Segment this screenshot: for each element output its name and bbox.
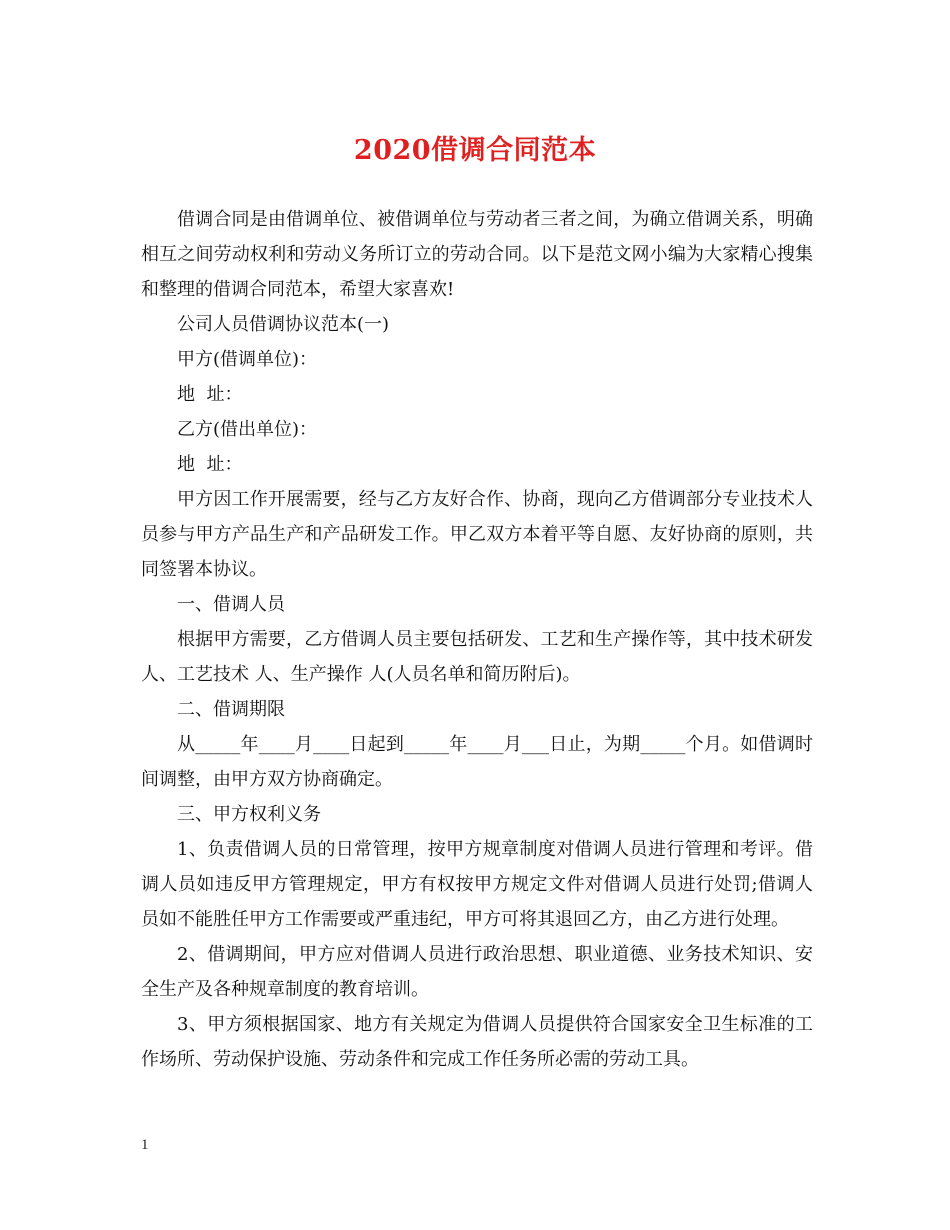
intro-paragraph: 借调合同是由借调单位、被借调单位与劳动者三者之间，为确立借调关系，明确相互之间劳动权利和劳动义务所订立的劳动合同。以下是范文网小编为大家精心搜集和整理的借调合同范本，希望大家喜欢! xyxy=(141,209,813,300)
rights-clause-1: 1、负责借调人员的日常管理，按甲方规章制度对借调人员进行管理和考评。借调人员如违反甲方管理规定，甲方有权按甲方规定文件对借调人员进行处罚;借调人员如不能胜任甲方工作需要或严重违纪，甲方可将其退回乙方，由乙方进行处理。 xyxy=(141,839,813,930)
rights-clause-2: 2、借调期间，甲方应对借调人员进行政治思想、职业道德、业务技术知识、安全生产及各种规章制度的教育培训。 xyxy=(141,944,813,1000)
term-paragraph: 从_____年____月____日起到_____年____月___日止，为期_____个月。如借调时间调整，由甲方双方协商确定。 xyxy=(141,734,813,790)
section-heading-term: 二、借调期限 xyxy=(177,699,285,720)
party-b-address-line: 地 址： xyxy=(177,454,243,475)
party-a-line: 甲方(借调单位)： xyxy=(177,349,318,370)
party-a-address-line: 地 址： xyxy=(177,384,243,405)
document-body xyxy=(141,202,819,1077)
preamble-paragraph: 甲方因工作开展需要，经与乙方友好合作、协商，现向乙方借调部分专业技术人员参与甲方产品生产和产品研发工作。甲乙双方本着平等自愿、友好协商的原则，共同签署本协议。 xyxy=(141,489,813,580)
personnel-paragraph: 根据甲方需要，乙方借调人员主要包括研发、工艺和生产操作等，其中技术研发 人、工艺技术 人、生产操作 人(人员名单和简历附后)。 xyxy=(141,629,819,685)
party-b-line: 乙方(借出单位)： xyxy=(177,419,318,440)
section-heading-personnel: 一、借调人员 xyxy=(177,594,285,615)
document-title: 2020借调合同范本 xyxy=(353,135,597,166)
page-number: 1 xyxy=(141,1137,149,1153)
rights-clause-3: 3、甲方须根据国家、地方有关规定为借调人员提供符合国家安全卫生标准的工作场所、劳动保护设施、劳动条件和完成工作任务所必需的劳动工具。 xyxy=(141,1014,813,1070)
agreement-subtitle: 公司人员借调协议范本(一) xyxy=(177,314,390,335)
section-heading-rights: 三、甲方权利义务 xyxy=(177,804,321,825)
